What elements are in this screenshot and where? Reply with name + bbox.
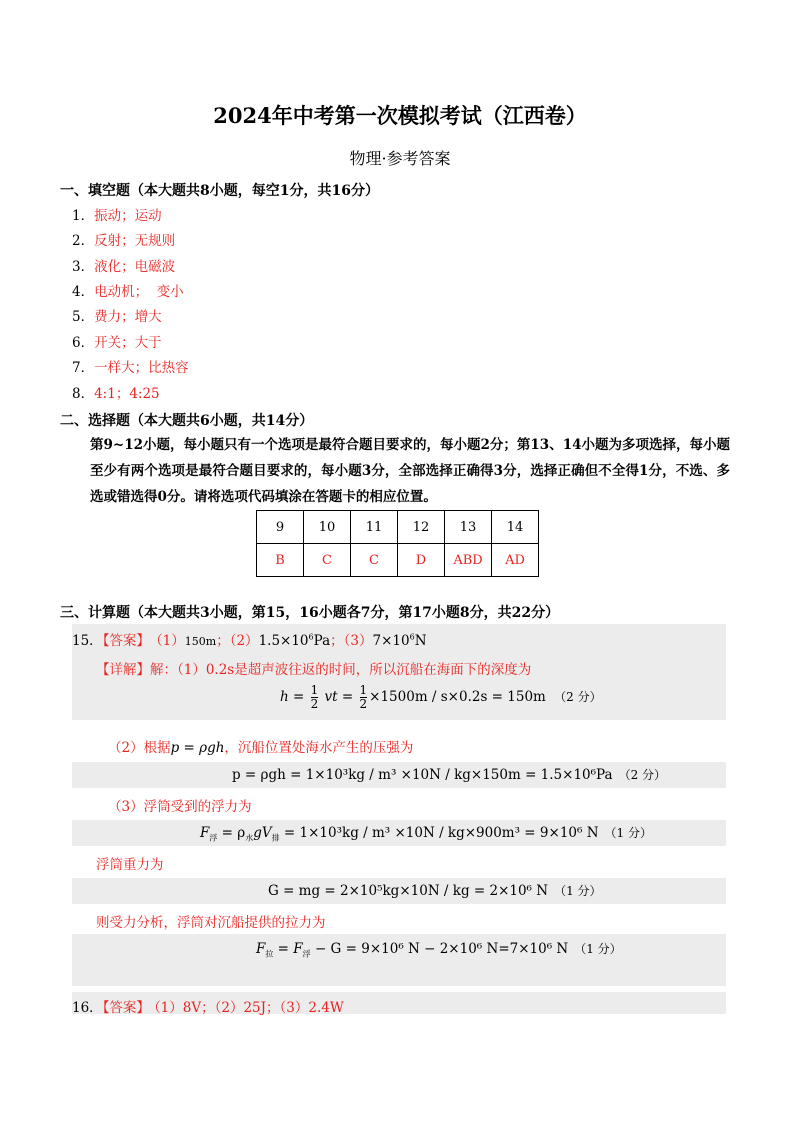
table-answer-cell: AD (492, 544, 539, 577)
list-item: 2．反射；无规则 (72, 233, 176, 249)
table-answer-cell: B (257, 544, 304, 577)
formula-tension: $F_拉 = F_浮 - G = 9\times 10^6$ N − 2×10⁶ N=7×10⁶ N （1 分） (256, 941, 622, 959)
list-item: 8．4:1；4:25 (72, 386, 160, 402)
table-header-cell: 12 (398, 511, 445, 544)
q15-part2-text: （2）根据p = ρgh，沉船位置处海水产生的压强为 (108, 740, 414, 756)
section-2-heading: 二、选择题（本大题共6小题，共14分） (60, 413, 314, 429)
answer-table (256, 510, 539, 577)
fraction: $\frac{1}{2}$ (310, 683, 319, 711)
table-header-cell: 14 (492, 511, 539, 544)
page-subtitle: 物理·参考答案 (349, 149, 451, 168)
q15-part4-text: 浮筒重力为 (96, 857, 164, 873)
list-item: 1．振动；运动 (72, 208, 162, 224)
q15-part3-text: （3）浮筒受到的浮力为 (108, 799, 252, 815)
list-item: 5．费力；增大 (72, 309, 162, 325)
q15-part5-text: 则受力分析，浮筒对沉船提供的拉力为 (96, 915, 326, 931)
q15-answer-line: 15．【答案】 （1）150m；$(2)1.5\times 10^6Pa$；$(3)7\times 10^6N$ (72, 632, 427, 649)
table-answer-cell: C (351, 544, 398, 577)
section-3-heading: 三、计算题（本大题共3小题，第15，16小题各7分，第17小题8分，共22分） (60, 605, 560, 621)
table-answer-cell: C (304, 544, 351, 577)
table-row (257, 511, 539, 544)
table-answer-cell: ABD (445, 544, 492, 577)
section-1-heading: 一、填空题（本大题共8小题，每空1分，共16分） (60, 183, 379, 199)
formula-pressure: p = ρgh = 1×10³kg / m³ ×10N / kg×150m = 1.5×10⁶Pa （2 分） (232, 767, 667, 783)
formula-buoyancy: $F_浮 = \rho_水gV_排 = 1\times 10^3kg / m^3 \times 10N / kg\times 900m^3 = 9\times 10^6$ N （1 分） (200, 825, 652, 843)
table-header-cell: 9 (257, 511, 304, 544)
q16-answer-line: 16．【答案】 （1）8V；（2）25J；（3）2.4W (72, 1000, 344, 1016)
table-header-cell: 13 (445, 511, 492, 544)
formula-gravity: G = mg = 2×10⁵kg×10N / kg = 2×10⁶ N （1 分） (268, 883, 602, 899)
section-2-instructions: 第9~12小题，每小题只有一个选项是最符合题目要求的，每小题2分；第13、14小题为多项选择，每小题至少有两个选项是最符合题目要求的，每小题3分，全部选择正确得3分，选择正确但不全得1分，不选、多选或错选得0分。请将选项代码填涂在答题卡的相应位置。 (90, 437, 730, 505)
list-item: 7．一样大；比热容 (72, 360, 189, 376)
table-answer-cell: D (398, 544, 445, 577)
table-header-cell: 11 (351, 511, 398, 544)
fraction: $\frac{1}{2}$ (359, 683, 368, 711)
list-item: 4．电动机； 变小 (72, 284, 184, 300)
q15-detail-intro: 【详解】解：（1）0.2s是超声波往返的时间，所以沉船在海面下的深度为 (96, 662, 532, 678)
list-item: 6．开关；大于 (72, 335, 162, 351)
list-item: 3．液化；电磁波 (72, 259, 176, 275)
table-row (257, 544, 539, 577)
table-header-cell: 10 (304, 511, 351, 544)
page-title: 2024年中考第一次模拟考试（江西卷） (213, 103, 587, 128)
formula-depth: h = $\frac{1}{2}$ vt = $\frac{1}{2}$ ×1500m / s×0.2s = 150m （2 分） (280, 683, 602, 711)
